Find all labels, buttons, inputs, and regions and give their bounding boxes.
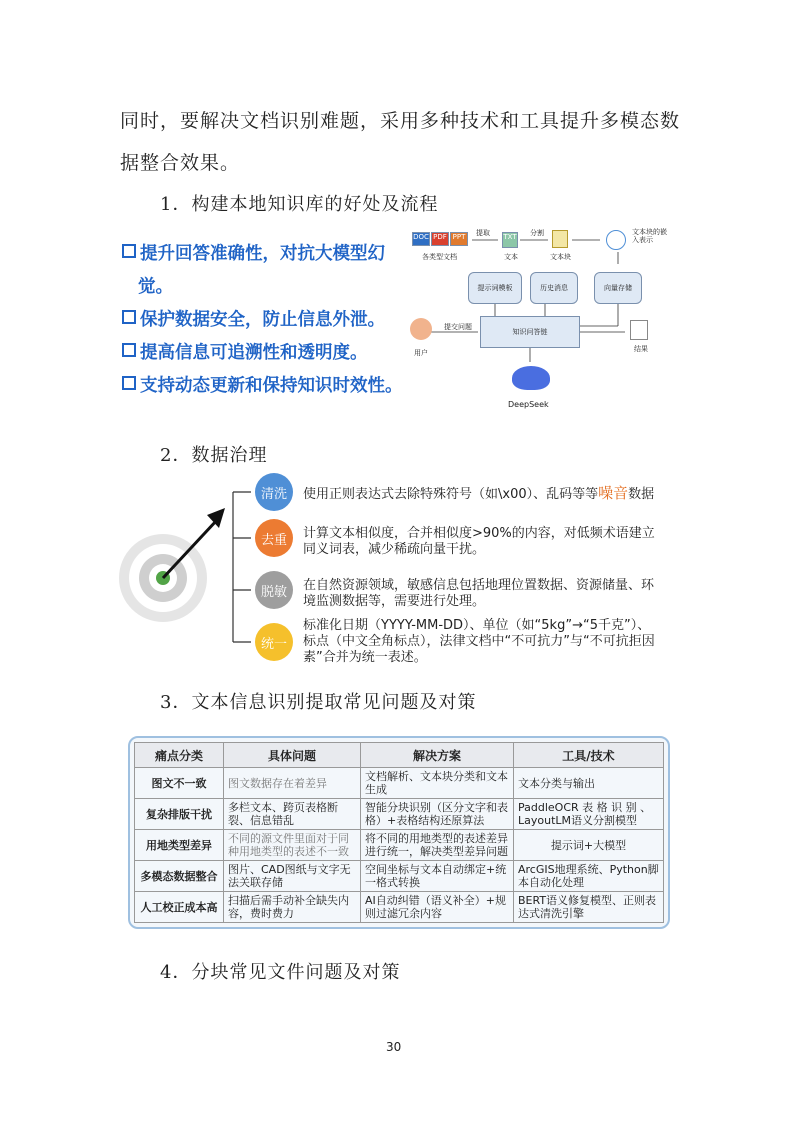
vector-store-db: 向量存储 xyxy=(594,272,642,304)
header-cell: 痛点分类 xyxy=(135,743,224,768)
chunk-icon xyxy=(552,230,568,248)
data-governance-diagram xyxy=(115,470,675,670)
ask-label: 提交问题 xyxy=(444,323,472,331)
embed-label: 文本块的嵌入表示 xyxy=(632,228,667,244)
doc-file-icon: DOC xyxy=(412,232,430,246)
intro-paragraph: 同时，要解决文档识别难题，采用多种技术和工具提升多模态数据整合效果。 xyxy=(120,110,681,174)
knowledge-flow-diagram xyxy=(400,222,670,422)
text-label: 文本 xyxy=(504,253,518,261)
ppt-file-icon: PPT xyxy=(450,232,468,246)
table-row: 多模态数据整合 图片、CAD图纸与文字无法关联存储 空间坐标与文本自动绑定+统一格式转换 ArcGIS地理系统、Python脚本自动化处理 xyxy=(135,861,664,892)
table-row: 人工校正成本高 扫描后需手动补全缺失内容，费时费力 AI自动纠错（语义补全）+规则过滤冗余内容 BERT语义修复模型、正则表达式清洗引擎 xyxy=(135,892,664,923)
section-heading-4: 4．分块常见文件问题及对策 xyxy=(160,962,401,983)
tag-clean: 清洗 xyxy=(255,473,293,511)
table-row: 图文不一致 图文数据存在着差异 文档解析、文本块分类和文本生成 文本分类与输出 xyxy=(135,768,664,799)
table-row: 复杂排版干扰 多栏文本、跨页表格断裂、信息错乱 智能分块识别（区分文字和表格）+表格结构还原算法 PaddleOCR 表 格 识 别 、LayoutLM语义分割模型 xyxy=(135,799,664,830)
page-number: 30 xyxy=(386,1040,402,1054)
table-row: 用地类型差异 不同的源文件里面对于同种用地类型的表述不一致 将不同的用地类型的表述差异进行统一，解决类型差异问题 提示词+大模型 xyxy=(135,830,664,861)
header-cell: 解决方案 xyxy=(361,743,514,768)
history-db: 历史消息 xyxy=(530,272,578,304)
benefits-list xyxy=(122,238,403,403)
embedding-brain-icon xyxy=(606,230,626,250)
benefit-item: 保护数据安全，防止信息外泄。 xyxy=(122,304,403,337)
benefit-item: 支持动态更新和保持知识时效性。 xyxy=(122,370,403,403)
benefit-item: 觉。 xyxy=(138,277,173,297)
governance-text-desensitize: 在自然资源领域，敏感信息包括地理位置数据、资源储量、环境监测数据等，需要进行处理。 xyxy=(303,578,655,609)
split-label: 分割 xyxy=(530,229,544,237)
benefit-item: 提高信息可追溯性和透明度。 xyxy=(122,337,403,370)
tag-desensitize: 脱敏 xyxy=(255,571,293,609)
section-heading-1: 1．构建本地知识库的好处及流程 xyxy=(160,194,439,215)
chunk-label: 文本块 xyxy=(550,253,571,261)
section-heading-2: 2．数据治理 xyxy=(160,445,268,466)
user-icon xyxy=(410,318,432,340)
governance-text-unify: 标准化日期（YYYY-MM-DD）、单位（如“5kg”→“5千克”）、标点（中文全角标点），法律文档中“不可抗力”与“不可抗拒因素”合并为统一表述。 xyxy=(303,618,655,665)
prompt-template-db: 提示词模板 xyxy=(468,272,522,304)
result-doc-icon xyxy=(630,320,648,340)
deepseek-label: DeepSeek xyxy=(508,400,549,409)
deepseek-whale-icon xyxy=(512,366,550,390)
problem-table xyxy=(134,742,664,923)
user-label: 用户 xyxy=(414,349,428,357)
section-heading-3: 3．文本信息识别提取常见问题及对策 xyxy=(160,692,477,713)
result-label: 结果 xyxy=(634,345,648,353)
problem-table-card xyxy=(128,736,670,929)
header-cell: 具体问题 xyxy=(224,743,361,768)
header-cell: 工具/技术 xyxy=(514,743,664,768)
extract-label: 提取 xyxy=(476,229,490,237)
governance-text-clean: 使用正则表达式去除特殊符号（如\x00）、乱码等等噪音数据 xyxy=(303,484,655,502)
txt-file-icon: TXT xyxy=(502,232,518,248)
tag-unify: 统一 xyxy=(255,623,293,661)
benefit-item: 提升回答准确性，对抗大模型幻 xyxy=(122,238,403,271)
tag-dedup: 去重 xyxy=(255,519,293,557)
qa-chain-box: 知识问答链 xyxy=(480,316,580,348)
docs-label: 各类型文档 xyxy=(422,253,457,261)
pdf-file-icon: PDF xyxy=(431,232,449,246)
governance-text-dedup: 计算文本相似度，合并相似度>90%的内容，对低频术语建立同义词表，减少稀疏向量干扰。 xyxy=(303,526,655,557)
